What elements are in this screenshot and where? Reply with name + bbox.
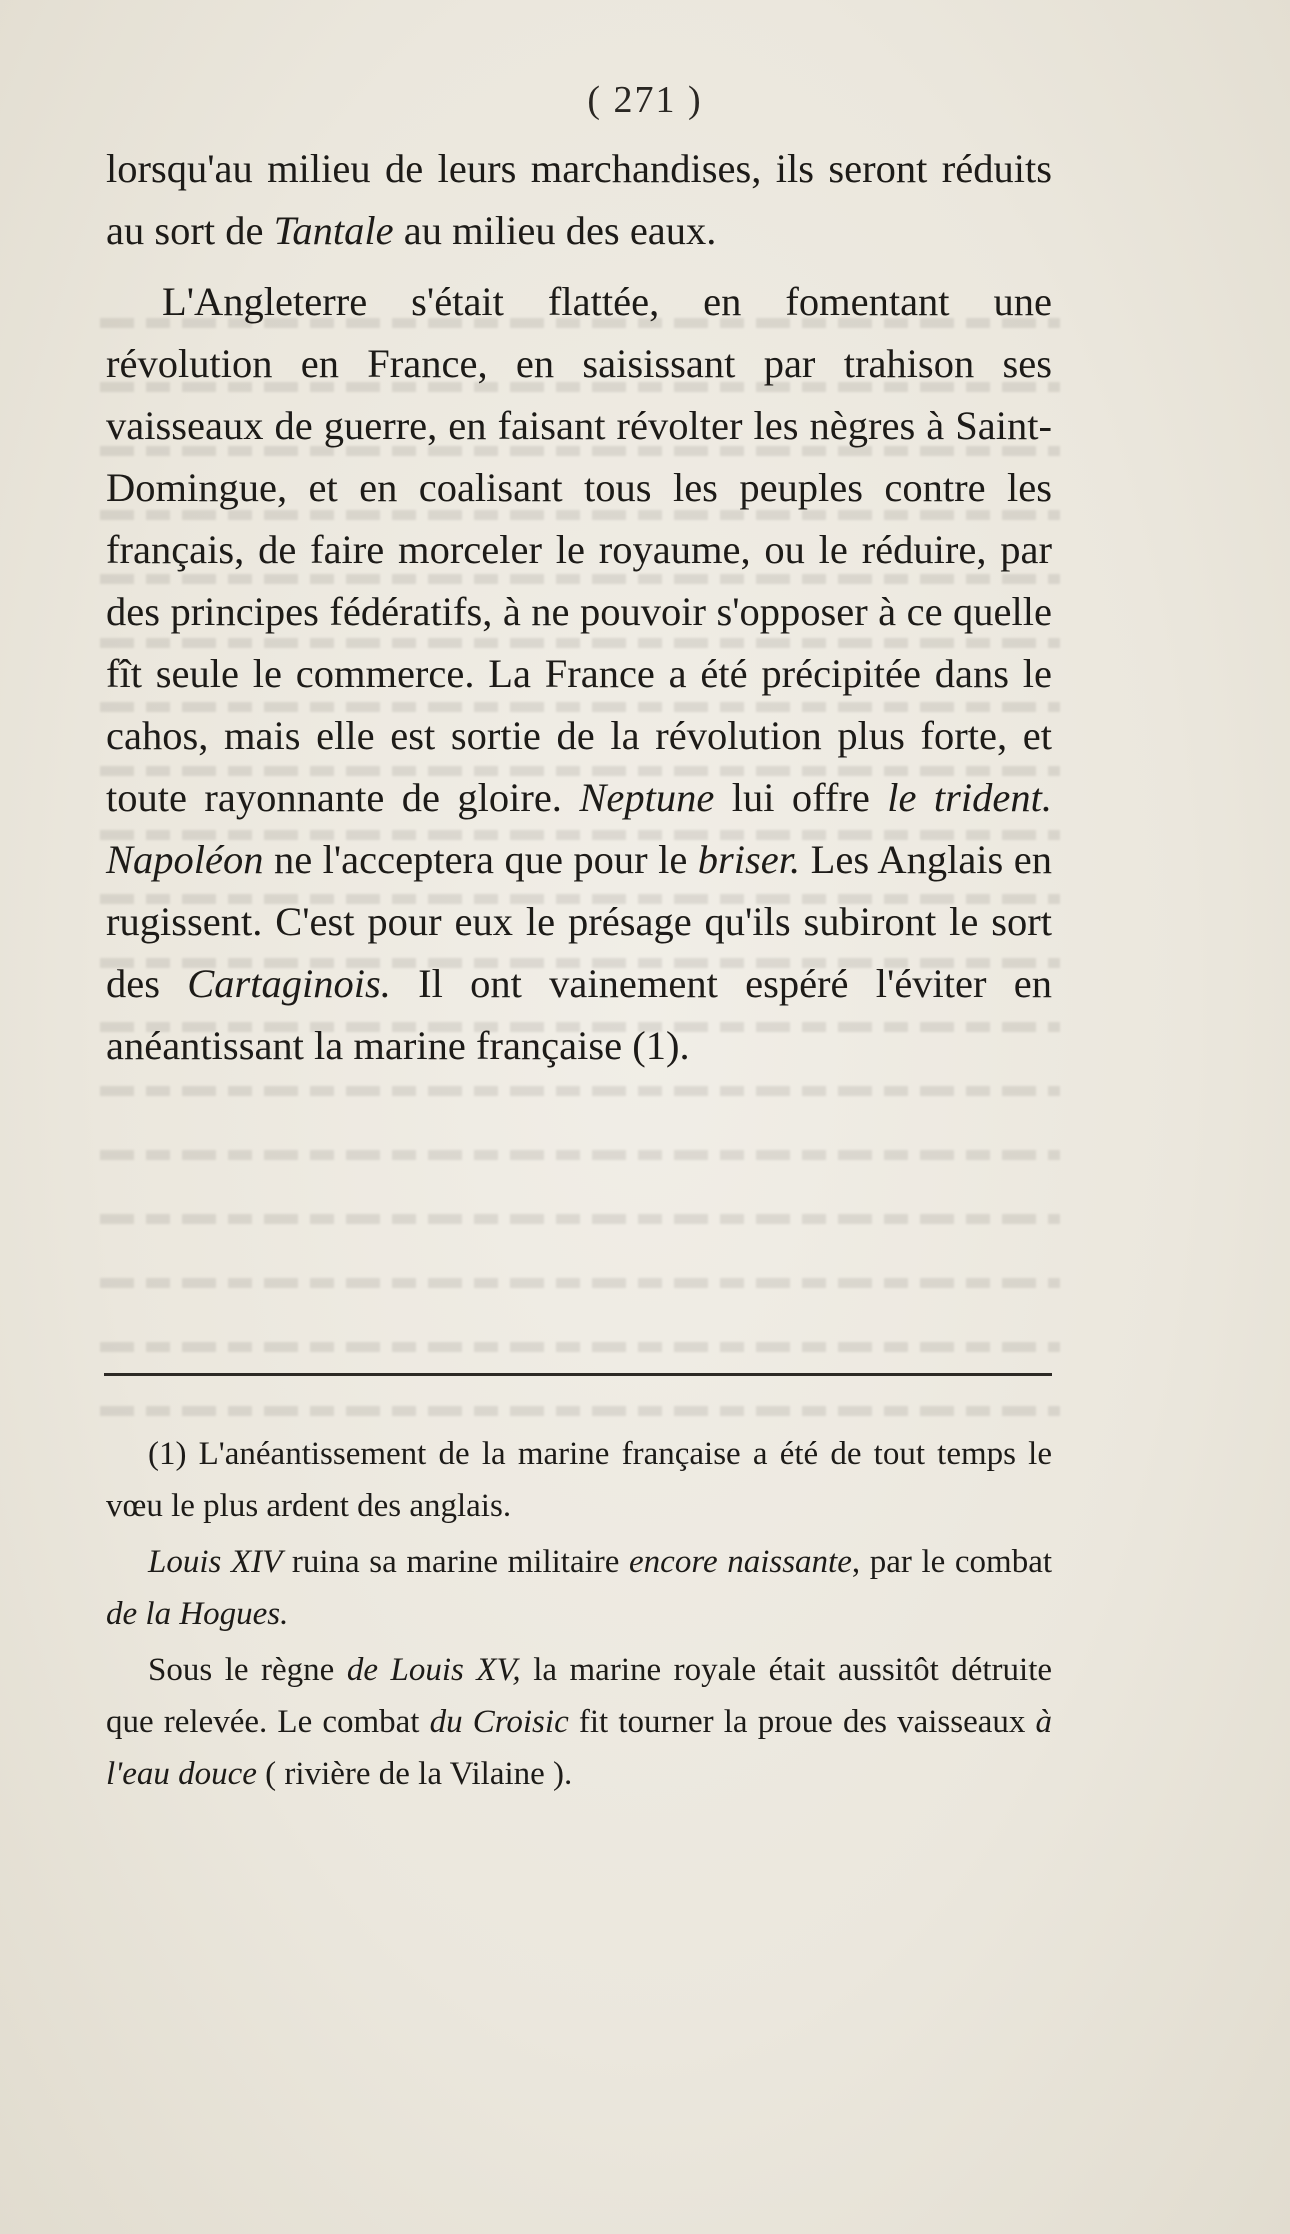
page-number: ( 271 ): [587, 79, 703, 121]
footnote-1: (1) L'anéantissement de la marine française a été de tout temps le vœu le plus ardent des anglais.: [106, 1436, 1052, 1524]
italic-trident: le trident.: [887, 775, 1053, 820]
italic-neptune: Neptune: [579, 775, 715, 820]
italic-briser: briser.: [697, 837, 801, 882]
italic-tantale: Tantale: [273, 208, 394, 253]
italic-cartaginois: Cartaginois.: [187, 961, 391, 1006]
italic-napoleon: Napoléon: [106, 837, 264, 882]
footnotes: [106, 1428, 1052, 1804]
footnote-divider: [104, 1373, 1052, 1376]
paragraph-1: lorsqu'au milieu de leurs marchandises, ils seront réduits au sort de Tantale au milieu des eaux.: [106, 146, 1052, 253]
paragraph-2: L'Angleterre s'était flattée, en fomentant une révolution en France, en saisissant par trahison ses vaisseaux de guerre, en faisant révolter les nègres à Saint-Domingue, et en coalisant tous les peuples contre les français, de faire morceler le royaume, ou le réduire, par des principes fédératifs, à ne pouvoir s'opposer à ce quelle fît seule le commerce. La France a été précipitée dans le cahos, mais elle est sortie de la révolution plus forte, et toute rayonnante de gloire. Neptune lui offre le trident. Napoléon ne l'acceptera que pour le briser. Les Anglais en rugissent. C'est pour eux le présage qu'ils subiront le sort des Cartaginois. Il ont vainement espéré l'éviter en anéantissant la marine française (1).: [106, 279, 1053, 1068]
footnote-2: Louis XIV ruina sa marine militaire encore naissante, par le combat de la Hogues.: [106, 1544, 1053, 1632]
footnote-3: Sous le règne de Louis XV, la marine royale était aussitôt détruite que relevée. Le combat du Croisic fit tourner la proue des vaisseaux à l'eau douce ( rivière de la Vilaine ).: [106, 1652, 1053, 1792]
main-text: [106, 138, 1052, 1077]
